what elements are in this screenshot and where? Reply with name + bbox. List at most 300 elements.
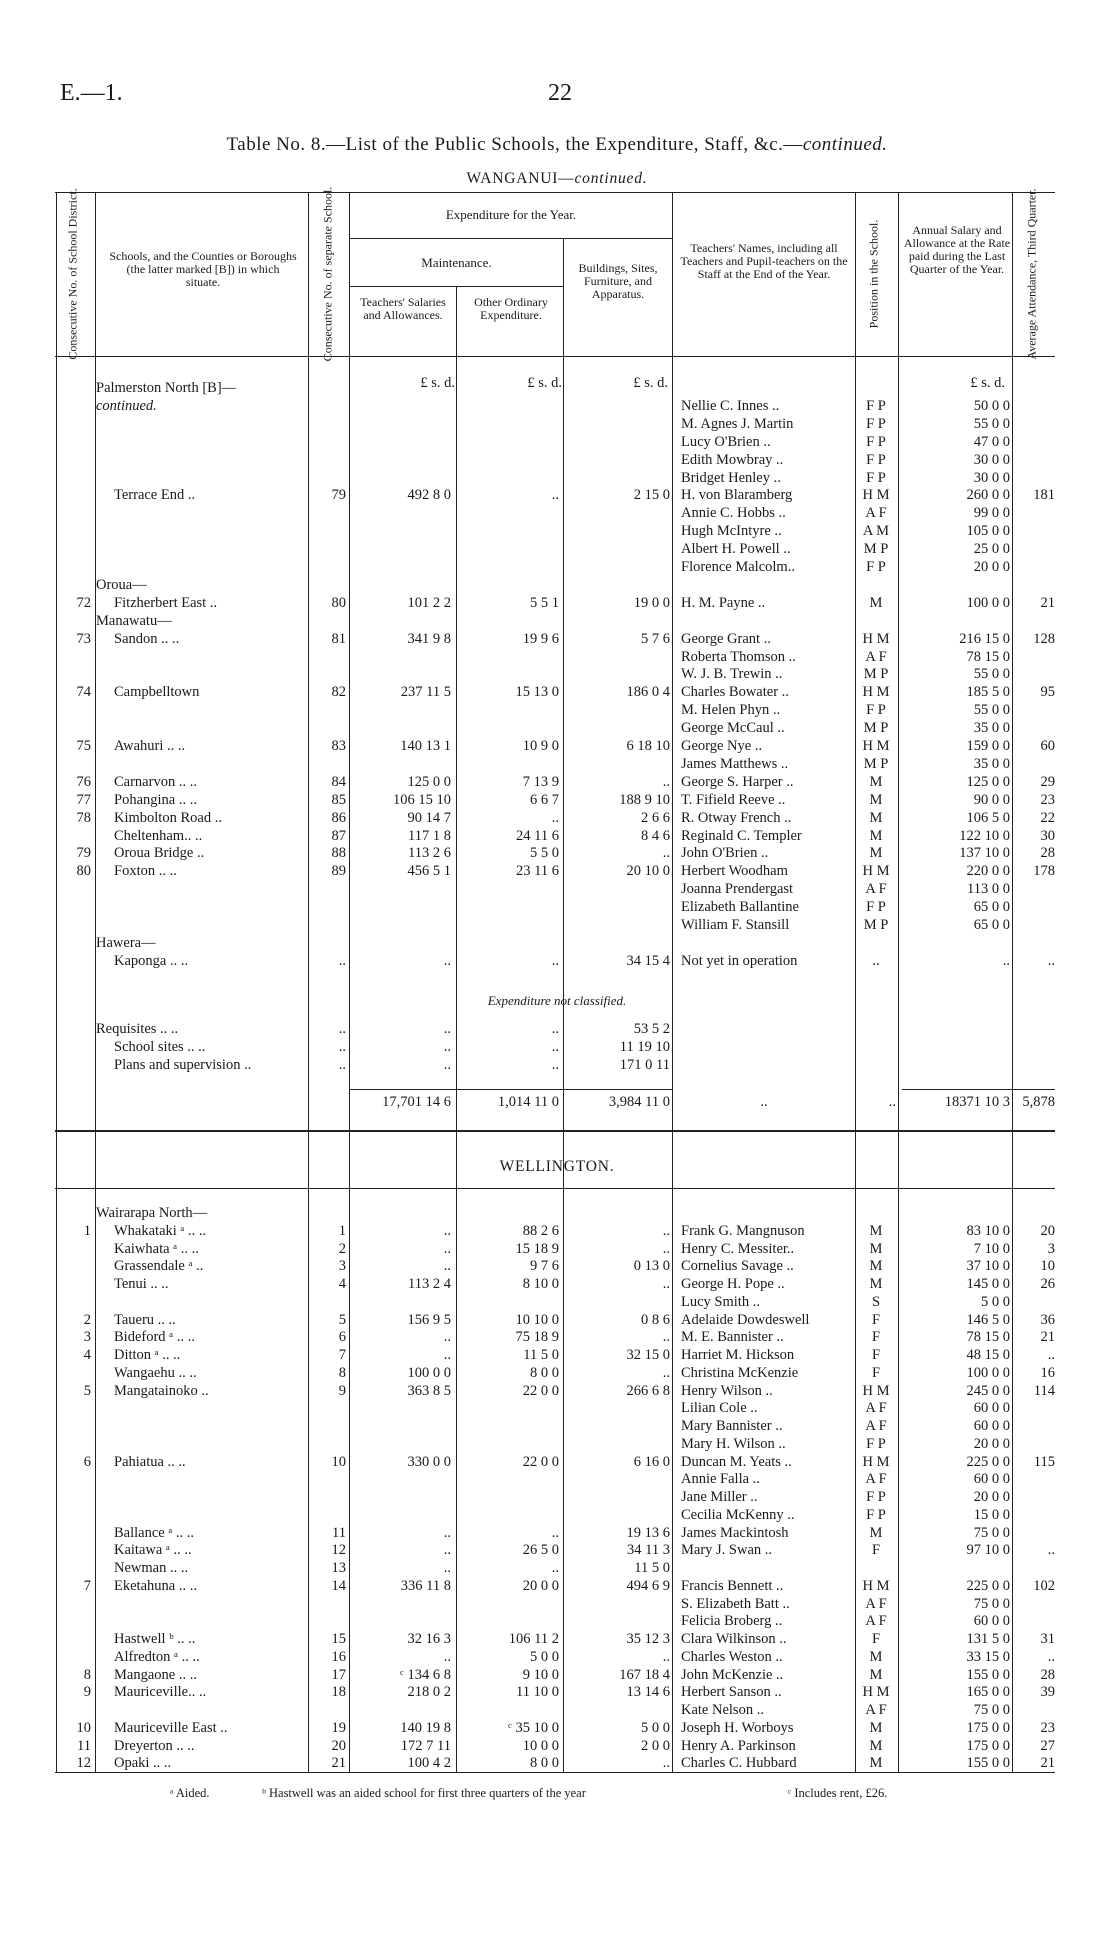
table-cell-pos: M: [869, 1240, 883, 1257]
table-cell-school: Fitzherbert East ..: [114, 594, 218, 611]
table-cell-other: 7 13 9: [522, 773, 559, 790]
table-cell-dist: 77: [76, 791, 91, 808]
table-cell-sal: 218 0 2: [407, 1684, 451, 1701]
table-cell-other: 19 9 6: [522, 630, 559, 647]
table-cell-school: School sites .. ..: [114, 1039, 206, 1055]
total-other: 1,014 11 0: [497, 1094, 559, 1110]
table-cell-sal: 172 7 11: [400, 1737, 451, 1754]
table-cell-other: 10 0 0: [522, 1737, 559, 1754]
table-cell-teacher: Francis Bennett ..: [681, 1577, 784, 1594]
table-cell-dist: 7: [83, 1577, 91, 1594]
table-cell-bld: ..: [662, 1240, 670, 1257]
table-cell-salary: 7 10 0: [973, 1240, 1010, 1257]
table-cell-sal: 363 8 5: [407, 1382, 451, 1399]
table-cell-pos: F P: [866, 559, 886, 575]
header-position: Position in the School.: [866, 219, 881, 329]
table-cell-teacher: Charles Bowater ..: [681, 684, 789, 701]
table-cell-bld: 53 5 2: [633, 1021, 670, 1037]
table-cell-sch-no: 13: [331, 1560, 346, 1576]
table-cell-sch-no: 1: [338, 1222, 346, 1239]
table-cell-pos: M: [869, 1276, 883, 1292]
table-cell-school: Kimbolton Road ..: [114, 809, 222, 826]
table-cell-salary: 20 0 0: [973, 559, 1010, 575]
total-salaries: 17,701 14 6: [382, 1094, 451, 1110]
table-cell-school: Alfredton ᵃ .. ..: [114, 1648, 200, 1665]
table-cell-salary: 78 15 0: [966, 1329, 1010, 1346]
currency-label: £ s. d.: [633, 375, 668, 391]
table-cell-school: Pohangina .. ..: [114, 791, 197, 808]
table-cell-teacher: James Mackintosh: [681, 1524, 789, 1541]
table-cell-pos: ..: [872, 952, 880, 969]
table-cell-pos: F P: [866, 397, 886, 414]
table-cell-teacher: W. J. B. Trewin ..: [681, 666, 783, 683]
table-cell-bld: ..: [662, 1755, 670, 1772]
table-cell-pos: A M: [862, 523, 890, 540]
table-cell-bld: 34 11 3: [627, 1542, 670, 1559]
table-cell-salary: 165 0 0: [966, 1684, 1010, 1701]
header-buildings: Buildings, Sites, Furniture, and Apparatus.: [578, 261, 658, 301]
table-cell-teacher: Cecilia McKenny ..: [681, 1506, 795, 1523]
title-continued: continued.: [802, 134, 888, 155]
table-cell-sal: ..: [443, 1648, 451, 1665]
table-cell-salary: 216 15 0: [959, 630, 1010, 647]
table-cell-salary: 137 10 0: [959, 845, 1010, 862]
table-cell-school: Palmerston North [B]—: [96, 380, 237, 396]
table-cell-sal: 90 14 7: [407, 809, 451, 826]
table-cell-teacher: William F. Stansill: [681, 917, 790, 933]
table-cell-school: Hastwell ᵇ .. ..: [114, 1631, 196, 1647]
table-cell-pos: M P: [863, 666, 889, 683]
table-cell-att: ..: [1047, 1542, 1055, 1559]
table-cell-teacher: George Nye ..: [681, 738, 763, 754]
table-cell-sal: ..: [443, 1524, 451, 1541]
table-cell-salary: 35 0 0: [973, 755, 1010, 772]
table-cell-other: 20 0 0: [522, 1577, 559, 1594]
table-cell-att: 60: [1040, 738, 1055, 754]
table-cell-salary: 48 15 0: [966, 1347, 1010, 1363]
table-cell-att: 28: [1040, 845, 1055, 862]
table-cell-salary: 60 0 0: [973, 1471, 1010, 1488]
currency-label: £ s. d.: [970, 375, 1005, 391]
table-cell-att: 16: [1040, 1364, 1055, 1381]
table-cell-other: 8 0 0: [530, 1755, 559, 1772]
table-cell-salary: 20 0 0: [973, 1435, 1010, 1452]
table-cell-att: 30: [1040, 827, 1055, 844]
not-classified-heading: Expenditure not classified.: [487, 993, 627, 1008]
table-cell-pos: H M: [862, 630, 890, 647]
table-cell-sch-no: 82: [331, 684, 346, 701]
table-cell-pos: F P: [866, 433, 886, 450]
table-cell-teacher: Frank G. Mangnuson: [681, 1222, 805, 1239]
table-cell-sch-no: 81: [331, 630, 346, 647]
table-cell-dist: 12: [76, 1755, 91, 1772]
table-cell-teacher: Henry Wilson ..: [681, 1382, 773, 1399]
table-cell-sal: ..: [443, 1258, 451, 1275]
table-cell-pos: M: [869, 791, 883, 808]
table-cell-pos: A F: [865, 881, 887, 898]
table-cell-sal: ..: [443, 1057, 451, 1073]
table-cell-sch-no: 11: [332, 1524, 346, 1541]
column-rule: [672, 192, 673, 1772]
column-rule: [456, 286, 457, 1772]
table-cell-att: 3: [1047, 1240, 1055, 1257]
table-cell-bld: ..: [662, 773, 670, 790]
table-cell-teacher: George Grant ..: [681, 630, 771, 647]
table-cell-school: Mauriceville East ..: [114, 1719, 228, 1736]
table-cell-sch-no: 89: [331, 863, 346, 880]
table-cell-pos: F: [871, 1364, 881, 1381]
table-cell-pos: A F: [865, 648, 887, 665]
footnote-c: ᶜ Includes rent, £26.: [788, 1786, 888, 1800]
table-cell-salary: 159 0 0: [966, 738, 1010, 754]
table-cell-bld: 266 6 8: [626, 1382, 670, 1399]
table-cell-dist: 6: [83, 1453, 91, 1470]
table-cell-school: Bideford ᵃ .. ..: [114, 1329, 195, 1346]
header-teachers-salaries: Teachers' Salaries and Allowances.: [360, 295, 446, 322]
table-cell-salary: 35 0 0: [973, 720, 1010, 737]
table-cell-bld: ..: [662, 1222, 670, 1239]
header-attendance: Average Attendance, Third Quarter.: [1024, 188, 1039, 360]
header-top-rule: [55, 192, 1055, 193]
table-cell-school: Carnarvon .. ..: [114, 773, 197, 790]
table-cell-school: Oroua—: [96, 576, 147, 593]
table-cell-other: 22 0 0: [522, 1453, 559, 1470]
table-cell-school: Hawera—: [96, 934, 156, 951]
table-cell-salary: 175 0 0: [966, 1737, 1010, 1754]
table-cell-school: Wangaehu .. ..: [114, 1364, 197, 1381]
table-cell-bld: 6 16 0: [633, 1453, 670, 1470]
table-cell-sal: 101 2 2: [407, 594, 451, 611]
table-cell-pos: H M: [862, 863, 890, 880]
table-cell-pos: F P: [866, 1435, 886, 1452]
table-cell-sch-no: 14: [331, 1577, 346, 1594]
header-schools: Schools, and the Counties or Boroughs (the latter marked [B]) in which situate.: [109, 249, 297, 289]
table-cell-bld: 11 5 0: [634, 1560, 670, 1576]
table-cell-sch-no: 8: [338, 1364, 346, 1381]
table-cell-pos: F: [871, 1631, 881, 1647]
table-bottom-rule: [55, 1772, 1055, 1773]
table-cell-teacher: Lucy O'Brien ..: [681, 433, 771, 450]
table-cell-teacher: Kate Nelson ..: [681, 1702, 764, 1718]
table-cell-pos: M: [869, 1222, 883, 1239]
table-cell-salary: 155 0 0: [966, 1666, 1010, 1683]
table-cell-school: Kaitawa ᵃ .. ..: [114, 1542, 192, 1559]
table-cell-sal: 156 9 5: [407, 1311, 451, 1328]
table-cell-other: 22 0 0: [522, 1382, 559, 1399]
table-cell-pos: M P: [863, 755, 889, 772]
table-cell-teacher: Bridget Henley ..: [681, 469, 781, 486]
table-cell-sal: 336 11 8: [400, 1577, 451, 1594]
table-cell-sch-no: ..: [338, 952, 346, 969]
table-cell-salary: 225 0 0: [966, 1577, 1010, 1594]
table-cell-dist: 74: [76, 684, 91, 701]
table-cell-teacher: Charles Weston ..: [681, 1648, 783, 1665]
table-cell-sal: ..: [443, 1347, 451, 1363]
table-cell-school: Plans and supervision ..: [114, 1057, 252, 1073]
table-cell-sch-no: 5: [338, 1311, 346, 1328]
table-cell-att: 31: [1040, 1631, 1055, 1647]
table-cell-salary: 185 5 0: [966, 684, 1010, 701]
table-cell-att: 23: [1040, 791, 1055, 808]
table-cell-sal: ..: [443, 1560, 451, 1576]
table-cell-teacher: James Matthews ..: [681, 755, 789, 772]
table-cell-att: 27: [1040, 1737, 1055, 1754]
table-cell-salary: 90 0 0: [973, 791, 1010, 808]
table-cell-sal: 125 0 0: [407, 773, 451, 790]
table-cell-teacher: H. von Blaramberg: [681, 487, 793, 504]
table-cell-other: ..: [551, 1524, 559, 1541]
table-cell-pos: M: [869, 1719, 883, 1736]
footnote-a: ᵃ Aided.: [170, 1786, 210, 1800]
page-code: E.—1.: [60, 80, 123, 106]
table-cell-sal: ..: [443, 1222, 451, 1239]
table-cell-salary: 65 0 0: [973, 917, 1010, 933]
table-cell-school: Grassendale ᵃ ..: [114, 1258, 204, 1275]
table-cell-sal: ..: [443, 1021, 451, 1037]
table-cell-teacher: Joanna Prendergast: [681, 881, 794, 898]
table-cell-bld: 19 0 0: [633, 594, 670, 611]
table-cell-teacher: M. Helen Phyn ..: [681, 702, 781, 719]
table-cell-school: Requisites .. ..: [96, 1021, 179, 1037]
table-cell-dist: 80: [76, 863, 91, 880]
table-cell-teacher: George McCaul ..: [681, 720, 785, 737]
table-cell-salary: 47 0 0: [973, 433, 1010, 450]
table-cell-pos: F P: [866, 469, 886, 486]
table-cell-dist: 10: [76, 1719, 91, 1736]
table-cell-school: Whakataki ᵃ .. ..: [114, 1222, 207, 1239]
totals-rule: [350, 1089, 673, 1090]
table-cell-bld: 5 0 0: [641, 1719, 670, 1736]
table-cell-dist: 78: [76, 809, 91, 826]
table-cell-pos: A F: [865, 1418, 887, 1434]
table-cell-att: 128: [1033, 630, 1055, 647]
table-cell-dist: 72: [76, 594, 91, 611]
table-cell-att: 115: [1033, 1453, 1055, 1470]
table-cell-school: Taueru .. ..: [114, 1311, 176, 1328]
table-cell-other: 75 18 9: [515, 1329, 559, 1346]
table-cell-teacher: Florence Malcolm..: [681, 559, 795, 575]
table-cell-teacher: Lucy Smith ..: [681, 1293, 760, 1310]
table-cell-att: 22: [1040, 809, 1055, 826]
table-cell-other: ..: [551, 1021, 559, 1037]
table-cell-pos: M: [869, 1755, 883, 1772]
table-cell-att: 28: [1040, 1666, 1055, 1683]
table-cell-att: 178: [1033, 863, 1055, 880]
table-cell-dist: 73: [76, 630, 91, 647]
table-cell-pos: A F: [865, 1400, 887, 1417]
table-cell-bld: 20 10 0: [626, 863, 670, 880]
column-rule: [1012, 192, 1013, 1772]
table-cell-pos: A F: [865, 1595, 887, 1612]
table-cell-pos: A F: [865, 1471, 887, 1488]
table-cell-teacher: Christina McKenzie: [681, 1364, 799, 1381]
table-cell-sch-no: 15: [331, 1631, 346, 1647]
table-cell-other: 6 6 7: [530, 791, 559, 808]
table-cell-other: 5 5 0: [530, 845, 559, 862]
header-bottom-rule: [55, 356, 1055, 357]
table-cell-salary: 83 10 0: [966, 1222, 1010, 1239]
footnote-b: ᵇ Hastwell was an aided school for first three quarters of the year: [262, 1786, 586, 1800]
table-cell-pos: M P: [863, 541, 889, 558]
table-cell-pos: M: [869, 773, 883, 790]
total-attendance: 5,878: [1022, 1094, 1055, 1110]
table-cell-school: continued.: [96, 397, 157, 414]
table-cell-other: ..: [551, 1039, 559, 1055]
table-cell-dist: 1: [83, 1222, 91, 1239]
table-cell-school: Awahuri .. ..: [114, 738, 186, 754]
table-cell-pos: A F: [865, 1702, 887, 1718]
table-cell-sch-no: ..: [338, 1057, 346, 1073]
table-cell-salary: 125 0 0: [966, 773, 1010, 790]
table-cell-school: Wairarapa North—: [96, 1205, 208, 1221]
region-continued: continued.: [574, 170, 648, 187]
table-cell-salary: 100 0 0: [966, 1364, 1010, 1381]
table-cell-dist: 4: [83, 1347, 91, 1363]
table-cell-salary: 155 0 0: [966, 1755, 1010, 1772]
table-cell-bld: ..: [662, 845, 670, 862]
table-cell-school: Cheltenham.. ..: [114, 827, 203, 844]
table-cell-salary: 146 5 0: [966, 1311, 1010, 1328]
table-cell-other: 8 0 0: [530, 1364, 559, 1381]
table-cell-pos: F P: [866, 1506, 886, 1523]
header-maintenance: Maintenance.: [421, 255, 492, 270]
table-cell-salary: 65 0 0: [973, 899, 1010, 916]
table-cell-sch-no: 83: [331, 738, 346, 754]
table-cell-teacher: Lilian Cole ..: [681, 1400, 758, 1417]
table-cell-sch-no: 9: [338, 1382, 346, 1399]
table-cell-school: Foxton .. ..: [114, 863, 177, 880]
table-cell-att: 23: [1040, 1719, 1055, 1736]
table-cell-sch-no: 12: [331, 1542, 346, 1559]
table-cell-pos: M P: [863, 720, 889, 737]
table-cell-salary: 225 0 0: [966, 1453, 1010, 1470]
table-cell-school: Opaki .. ..: [114, 1755, 172, 1772]
table-cell-teacher: George H. Pope ..: [681, 1276, 785, 1292]
table-cell-salary: 100 0 0: [966, 594, 1010, 611]
table-cell-teacher: Duncan M. Yeats ..: [681, 1453, 792, 1470]
table-cell-dist: 2: [83, 1311, 91, 1328]
table-cell-teacher: Clara Wilkinson ..: [681, 1631, 787, 1647]
table-cell-bld: ..: [662, 1648, 670, 1665]
table-cell-sal: 140 19 8: [400, 1719, 451, 1736]
table-cell-pos: F P: [866, 1489, 886, 1505]
table-cell-bld: 2 6 6: [641, 809, 670, 826]
table-cell-dist: 5: [83, 1382, 91, 1399]
header-consec-district: Consecutive No. of School District.: [65, 188, 80, 360]
table-cell-att: 20: [1040, 1222, 1055, 1239]
table-cell-other: ᶜ 35 10 0: [508, 1719, 559, 1736]
table-cell-other: ..: [551, 1057, 559, 1073]
table-cell-school: Ballance ᵃ .. ..: [114, 1524, 195, 1541]
table-cell-teacher: George S. Harper ..: [681, 773, 794, 790]
table-cell-salary: 99 0 0: [973, 505, 1010, 522]
table-cell-pos: H M: [862, 738, 890, 754]
table-cell-pos: H M: [862, 487, 890, 504]
table-cell-sal: ..: [443, 1542, 451, 1559]
table-cell-school: Kaiwhata ᵃ .. ..: [114, 1240, 199, 1257]
table-cell-sal: 32 16 3: [407, 1631, 451, 1647]
table-cell-sal: 100 0 0: [407, 1364, 451, 1381]
table-cell-bld: 35 12 3: [626, 1631, 670, 1647]
table-cell-teacher: Charles C. Hubbard: [681, 1755, 797, 1772]
table-cell-pos: F: [871, 1542, 881, 1559]
table-cell-att: 29: [1040, 773, 1055, 790]
table-cell-teacher: Herbert Woodham: [681, 863, 788, 880]
table-cell-sch-no: 18: [331, 1684, 346, 1701]
table-cell-teacher: Cornelius Savage ..: [681, 1258, 794, 1275]
region-wanganui: [0, 170, 1114, 188]
table-cell-salary: 55 0 0: [973, 415, 1010, 432]
table-cell-pos: M: [869, 1666, 883, 1683]
table-cell-school: Pahiatua .. ..: [114, 1453, 186, 1470]
table-cell-other: 23 11 6: [516, 863, 559, 880]
table-cell-bld: 188 9 10: [619, 791, 670, 808]
table-cell-salary: 220 0 0: [966, 863, 1010, 880]
table-cell-pos: M: [869, 809, 883, 826]
table-cell-other: 11 5 0: [523, 1347, 559, 1363]
table-cell-other: ..: [551, 809, 559, 826]
table-cell-salary: 20 0 0: [973, 1489, 1010, 1505]
table-cell-bld: 32 15 0: [626, 1347, 670, 1363]
header-expenditure: Expenditure for the Year.: [445, 207, 577, 222]
table-cell-sal: 492 8 0: [407, 487, 451, 504]
table-cell-bld: ..: [662, 1364, 670, 1381]
table-cell-att: 114: [1033, 1382, 1055, 1399]
table-cell-teacher: Roberta Thomson ..: [681, 648, 796, 665]
table-cell-school: Terrace End ..: [114, 487, 196, 504]
table-cell-bld: ..: [662, 1329, 670, 1346]
table-cell-pos: F P: [866, 702, 886, 719]
table-cell-pos: F P: [866, 415, 886, 432]
table-cell-att: ..: [1047, 952, 1055, 969]
table-cell-sch-no: 21: [331, 1755, 346, 1772]
table-cell-dist: 8: [83, 1666, 91, 1683]
table-cell-att: ..: [1047, 1648, 1055, 1665]
table-cell-pos: M: [869, 827, 883, 844]
table-cell-school: Mangaone .. ..: [114, 1666, 197, 1683]
table-cell-teacher: Albert H. Powell ..: [681, 541, 791, 558]
table-cell-pos: M: [869, 1258, 883, 1275]
table-cell-sal: 100 4 2: [407, 1755, 451, 1772]
table-cell-salary: 60 0 0: [973, 1613, 1010, 1630]
table-cell-teacher: Annie C. Hobbs ..: [681, 505, 786, 522]
table-cell-dist: 75: [76, 738, 91, 754]
table-cell-other: 8 10 0: [522, 1276, 559, 1292]
table-cell-teacher: Mary J. Swan ..: [681, 1542, 773, 1559]
table-cell-sal: 330 0 0: [407, 1453, 451, 1470]
total-position: ..: [888, 1094, 896, 1110]
table-cell-other: 15 13 0: [515, 684, 559, 701]
table-cell-other: ..: [551, 952, 559, 969]
table-cell-salary: 78 15 0: [966, 648, 1010, 665]
table-cell-other: ..: [551, 1560, 559, 1576]
table-cell-sch-no: 88: [331, 845, 346, 862]
table-cell-sal: 456 5 1: [407, 863, 451, 880]
totals-rule-right: [902, 1089, 1055, 1090]
total-annual-salary: 18371 10 3: [944, 1094, 1010, 1110]
table-cell-pos: M: [869, 1524, 883, 1541]
table-cell-other: 10 9 0: [522, 738, 559, 754]
column-rule: [56, 192, 57, 1772]
table-cell-teacher: Harriet M. Hickson: [681, 1347, 795, 1363]
table-cell-sal: 237 11 5: [400, 684, 451, 701]
table-cell-other: 9 7 6: [530, 1258, 559, 1275]
region-wellington: WELLINGTON.: [499, 1158, 615, 1175]
page-number: 22: [548, 80, 572, 106]
table-cell-school: Tenui .. ..: [114, 1276, 169, 1292]
table-cell-bld: 13 14 6: [626, 1684, 670, 1701]
table-cell-sal: 113 2 6: [408, 845, 451, 862]
